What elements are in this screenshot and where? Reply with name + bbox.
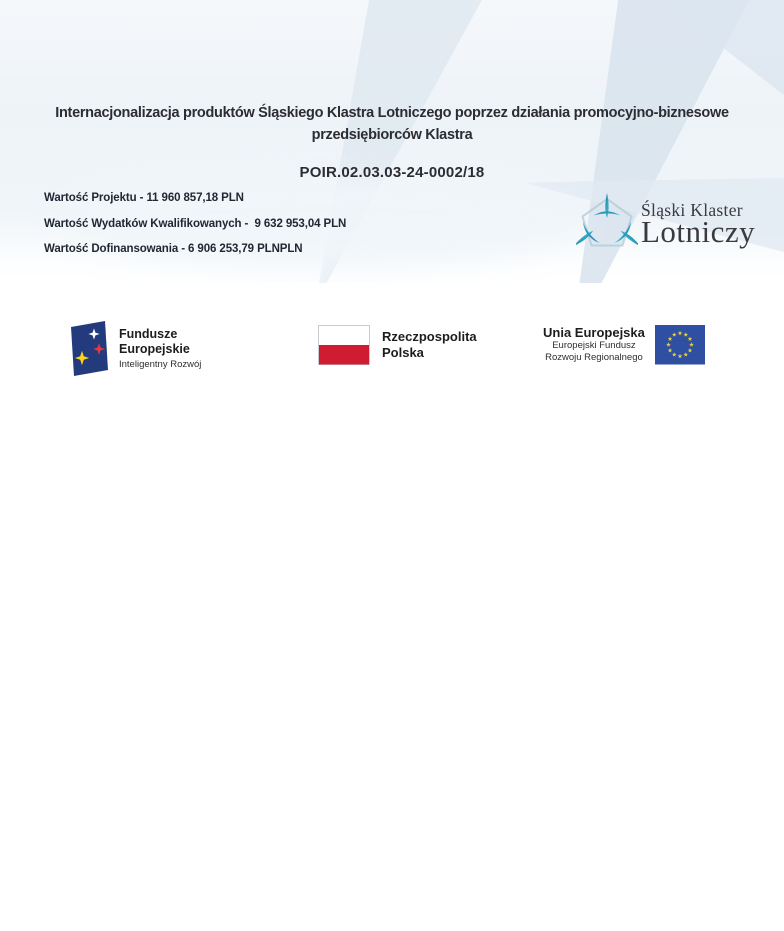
cluster-logo (576, 193, 755, 253)
fundusze-europejskie-logo (68, 320, 201, 377)
eu-subtitle-line2: Rozwoju Regionalnego (545, 352, 643, 364)
unia-europejska-logo (543, 325, 705, 365)
header-banner (0, 0, 784, 283)
poland-flag-icon (318, 325, 370, 365)
pl-title-line2: Polska (382, 345, 424, 360)
fundusze-europejskie-text (119, 327, 201, 371)
cluster-name-line1: Śląski Klaster (641, 199, 743, 220)
footer-logos (0, 320, 784, 395)
page-title-line1: Internacjonalizacja produktów Śląskiego Klastra Lotniczego poprzez działania promocyjno-biznesowe (55, 105, 729, 121)
eu-title: Unia Europejska (543, 324, 645, 340)
fe-title-line1: Fundusze (119, 326, 178, 341)
unia-europejska-text (543, 326, 645, 365)
fe-subtitle: Inteligentny Rozwój (119, 359, 202, 371)
fundusze-europejskie-flag-icon (68, 320, 110, 377)
project-values (44, 192, 346, 269)
fe-title-line2: Europejskie (119, 341, 190, 356)
page-title-line2: przedsiębiorców Klastra (311, 126, 473, 143)
project-value-total: Wartość Projektu - 11 960 857,18 PLN (44, 192, 244, 204)
rzeczpospolita-polska-text (382, 329, 477, 360)
cluster-name-line2: Lotniczy (641, 214, 756, 250)
eu-flag (655, 325, 705, 365)
project-value-qualified: Wartość Wydatków Kwalifikowanych - 9 632 953,04 PLN (44, 217, 347, 230)
eu-flag-icon (655, 325, 705, 365)
eu-subtitle-line1: Europejski Fundusz (552, 339, 636, 351)
project-value-funding: Wartość Dofinansowania - 6 906 253,79 PLNPLN (44, 243, 303, 255)
page-title (0, 0, 784, 147)
cluster-logo-text (641, 199, 756, 250)
pl-title-line1: Rzeczpospolita (382, 329, 477, 345)
cluster-logo-icon (576, 193, 638, 253)
rzeczpospolita-polska-logo (318, 325, 477, 365)
project-code: POIR.02.03.03-24-0002/18 (299, 163, 485, 181)
